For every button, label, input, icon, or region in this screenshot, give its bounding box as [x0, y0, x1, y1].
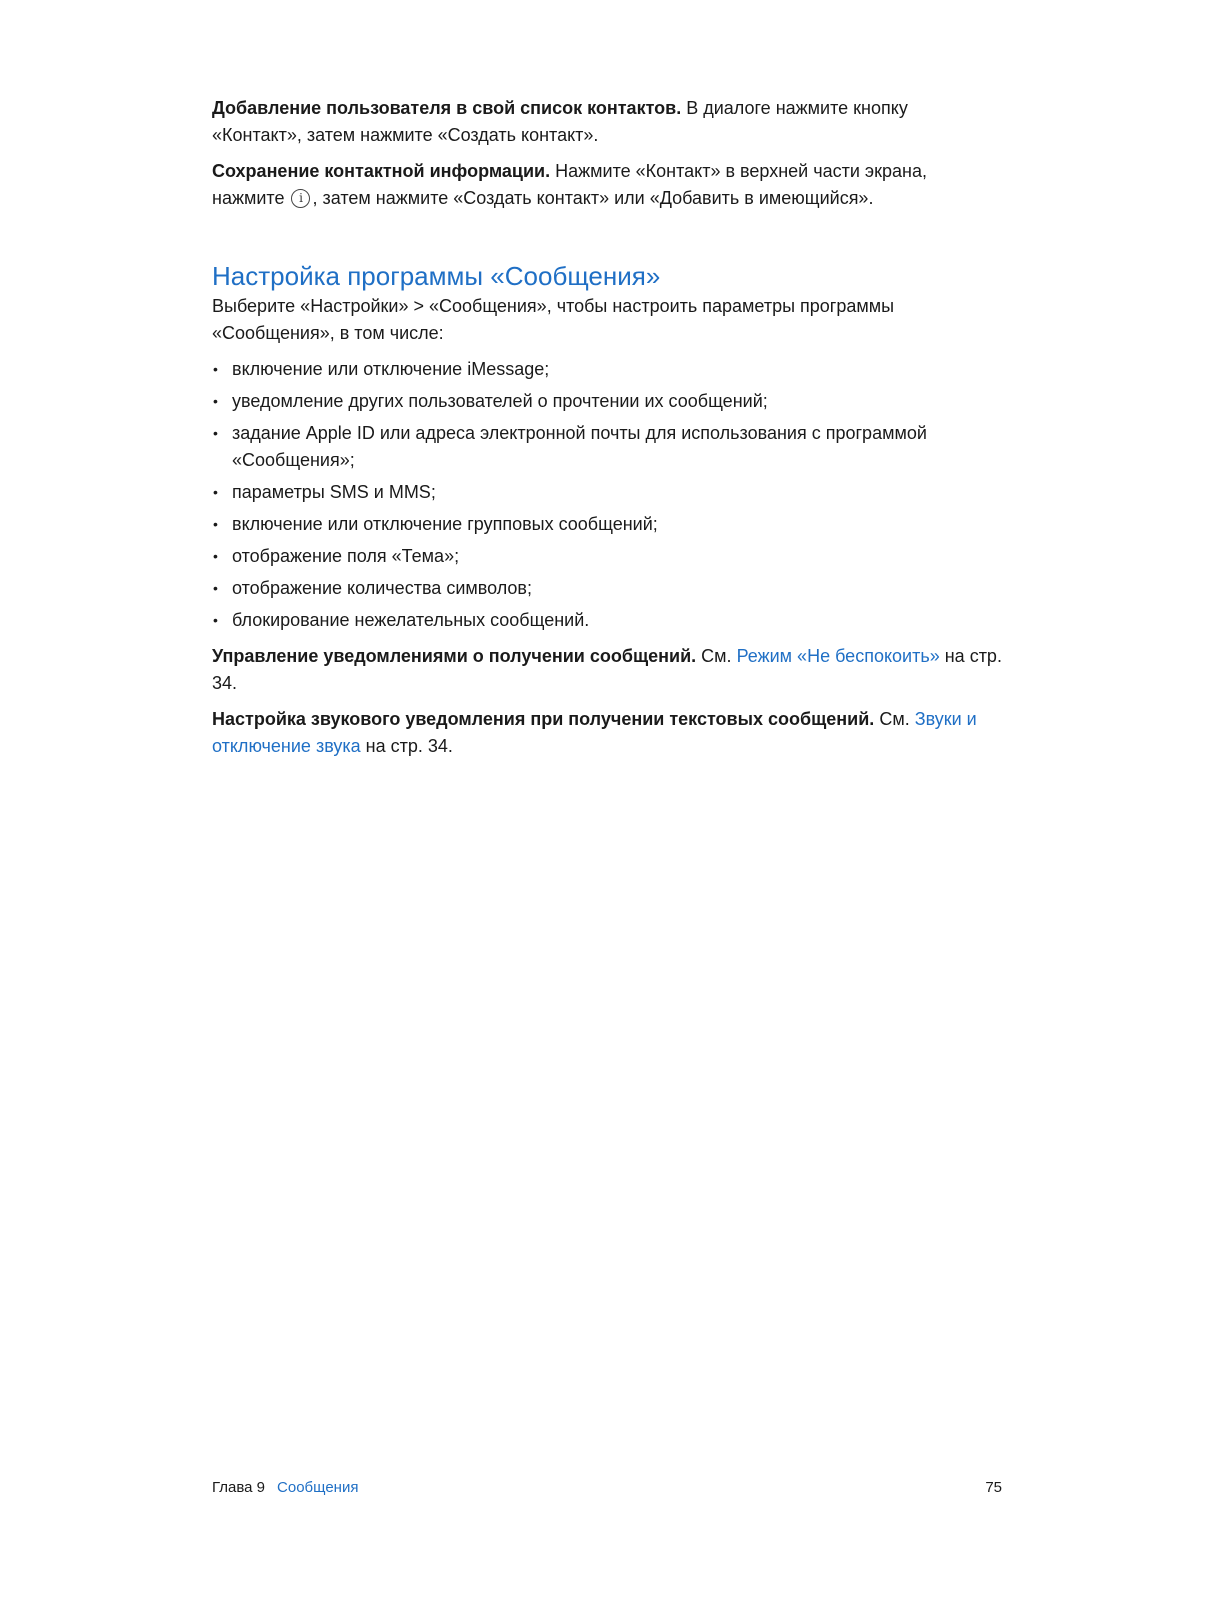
sounds-paragraph — [212, 706, 1002, 760]
notifications-see: См. — [696, 646, 737, 666]
page-number: 75 — [985, 1479, 1002, 1496]
page-footer — [212, 1478, 1002, 1502]
add-user-paragraph — [212, 95, 1002, 149]
list-item: • задание Apple ID или адреса электронной почты для использования с программой «Сообщения»; — [212, 420, 1002, 474]
save-contact-paragraph — [212, 158, 1002, 212]
list-item: • отображение количества символов; — [212, 575, 1002, 602]
list-item: • включение или отключение групповых сообщений; — [212, 511, 1002, 538]
info-icon: i — [291, 189, 310, 208]
sounds-see: См. — [874, 709, 915, 729]
notifications-paragraph — [212, 643, 1002, 697]
sounds-link[interactable]: Звуки и отключение звука — [212, 709, 977, 756]
list-item: • уведомление других пользователей о прочтении их сообщений; — [212, 388, 1002, 415]
sounds-heading: Настройка звукового уведомления при получении текстовых сообщений. — [212, 709, 875, 729]
list-item: • блокирование нежелательных сообщений. — [212, 607, 1002, 634]
do-not-disturb-link[interactable]: Режим «Не беспокоить» — [736, 646, 940, 666]
page-content — [212, 95, 1002, 769]
chapter-label: Глава 9 — [212, 1479, 266, 1496]
add-user-heading: Добавление пользователя в свой список контактов. — [212, 98, 682, 118]
chapter-title-link[interactable]: Сообщения — [277, 1479, 359, 1496]
sounds-page-ref: на стр. 34. — [360, 736, 453, 756]
list-item: • включение или отключение iMessage; — [212, 356, 1002, 383]
notifications-page-ref: на стр. 34. — [212, 646, 1002, 693]
list-item: • параметры SMS и MMS; — [212, 479, 1002, 506]
save-contact-heading: Сохранение контактной информации. — [212, 161, 551, 181]
section-title: Настройка программы «Сообщения» — [212, 261, 661, 291]
notifications-heading: Управление уведомлениями о получении сообщений. — [212, 646, 697, 666]
list-item: • отображение поля «Тема»; — [212, 543, 1002, 570]
save-contact-text-after: , затем нажмите «Создать контакт» или «Добавить в имеющийся». — [312, 188, 874, 208]
add-user-text: В диалоге нажмите кнопку «Контакт», затем нажмите «Создать контакт». — [212, 98, 908, 145]
settings-list — [212, 356, 1002, 634]
section-intro: Выберите «Настройки» > «Сообщения», чтобы настроить параметры программы «Сообщения», в том числе: — [212, 296, 895, 343]
save-contact-text-before: Нажмите «Контакт» в верхней части экрана, нажмите — [212, 161, 927, 208]
footer-chapter — [212, 1478, 370, 1498]
